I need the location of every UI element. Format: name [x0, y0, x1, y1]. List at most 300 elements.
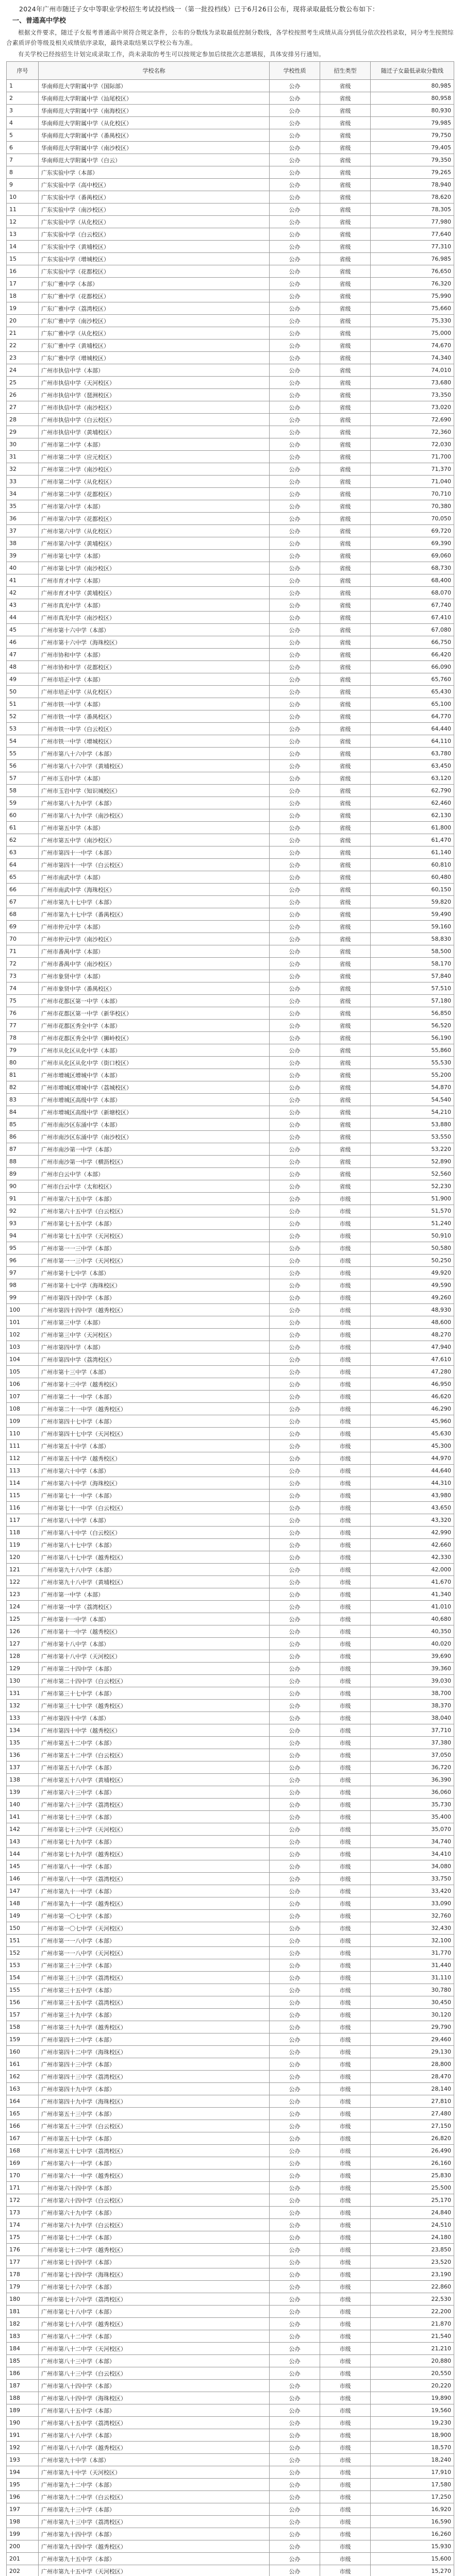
school-type: 公办: [270, 2157, 320, 2170]
school-name: 广州市南沙第一中学（横沥校区）: [39, 1156, 270, 1168]
row-number: 11: [7, 204, 39, 216]
plan-type: 市级: [320, 1897, 371, 1910]
plan-type: 市级: [320, 1267, 371, 1279]
school-name: 广州市第一〇七中学（天河校区）: [39, 1922, 270, 1935]
table-row: [7, 290, 454, 302]
school-name: 广州市玉岩中学（知识城校区）: [39, 785, 270, 797]
school-name: 广州市第三十七中学（本部）: [39, 1687, 270, 1700]
school-name: 广州市从化区从化中学（本部）: [39, 1044, 270, 1057]
min-score: 70,710: [371, 488, 454, 500]
min-score: 69,720: [371, 525, 454, 537]
min-score: 45,300: [371, 1440, 454, 1452]
school-name: 华南师范大学附属中学（国际部）: [39, 80, 270, 92]
school-type: 公办: [270, 179, 320, 191]
table-row: [7, 1403, 454, 1415]
plan-type: 省级: [320, 377, 371, 389]
school-name: 广州市第十三中学（越秀校区）: [39, 1378, 270, 1391]
plan-type: 省级: [320, 834, 371, 846]
min-score: 16,920: [371, 2503, 454, 2516]
school-name: 广州市第四中学（荔湾校区）: [39, 1353, 270, 1366]
plan-type: 省级: [320, 995, 371, 1007]
row-number: 141: [7, 1811, 39, 1823]
plan-type: 市级: [320, 2281, 371, 2293]
min-score: 52,230: [371, 1180, 454, 1193]
plan-type: 市级: [320, 1588, 371, 1601]
table-row: [7, 1885, 454, 1897]
school-name: 广州市第三中学（天河校区）: [39, 1329, 270, 1341]
min-score: 54,540: [371, 1094, 454, 1106]
row-number: 115: [7, 1489, 39, 1502]
plan-type: 市级: [320, 1885, 371, 1897]
row-number: 183: [7, 2330, 39, 2343]
school-name: 广州市第七十三中学（天河校区）: [39, 1823, 270, 1836]
school-name: 广东实验中学（高中校区）: [39, 179, 270, 191]
table-row: [7, 204, 454, 216]
row-number: 90: [7, 1180, 39, 1193]
school-name: 广州市第五中学（本部）: [39, 822, 270, 834]
table-row: [7, 1774, 454, 1786]
school-name: 广州市第五十中学（越秀校区）: [39, 1452, 270, 1465]
row-number: 121: [7, 1564, 39, 1576]
min-score: 17,910: [371, 2466, 454, 2479]
row-number: 170: [7, 2170, 39, 2182]
min-score: 21,210: [371, 2343, 454, 2355]
row-number: 106: [7, 1378, 39, 1391]
min-score: 64,770: [371, 710, 454, 723]
school-name: 广州市第八十六中学（黄埔校区）: [39, 760, 270, 772]
plan-type: 省级: [320, 253, 371, 265]
school-type: 公办: [270, 216, 320, 228]
school-type: 公办: [270, 154, 320, 166]
plan-type: 市级: [320, 1353, 371, 1366]
row-number: 42: [7, 587, 39, 599]
plan-type: 省级: [320, 748, 371, 760]
school-name: 广州市第八十七中学（本部）: [39, 1539, 270, 1551]
school-name: 广州市第七十九中学（本部）: [39, 1836, 270, 1848]
plan-type: 市级: [320, 1811, 371, 1823]
school-type: 公办: [270, 1712, 320, 1724]
row-number: 43: [7, 599, 39, 612]
school-name: 广州市增城区增城中学（荔城校区）: [39, 1081, 270, 1094]
plan-type: 市级: [320, 2293, 371, 2306]
min-score: 35,070: [371, 1823, 454, 1836]
table-row: [7, 1564, 454, 1576]
table-row: [7, 451, 454, 463]
school-type: 公办: [270, 673, 320, 686]
school-name: 广州市番禺中学（南沙校区）: [39, 958, 270, 970]
row-number: 44: [7, 612, 39, 624]
school-name: 华南师范大学附属中学（南海校区）: [39, 105, 270, 117]
school-name: 广州市第二中学（花都校区）: [39, 488, 270, 500]
school-type: 公办: [270, 785, 320, 797]
row-number: 156: [7, 1996, 39, 2009]
table-row: [7, 1255, 454, 1267]
min-score: 73,680: [371, 377, 454, 389]
school-type: 公办: [270, 1032, 320, 1044]
school-type: 公办: [270, 2479, 320, 2491]
school-type: 公办: [270, 364, 320, 377]
min-score: 38,040: [371, 1712, 454, 1724]
row-number: 6: [7, 142, 39, 154]
min-score: 47,940: [371, 1341, 454, 1353]
school-name: 广州市增城区高级中学（本部）: [39, 1094, 270, 1106]
school-type: 公办: [270, 377, 320, 389]
table-row: [7, 921, 454, 933]
min-score: 21,870: [371, 2318, 454, 2330]
table-row: [7, 1799, 454, 1811]
section-title: 一、普通高中学校: [12, 17, 67, 25]
min-score: 56,190: [371, 1032, 454, 1044]
table-row: [7, 525, 454, 537]
table-row: [7, 1700, 454, 1712]
school-type: 公办: [270, 2565, 320, 2576]
school-type: 公办: [270, 1341, 320, 1353]
table-row: [7, 550, 454, 562]
row-number: 120: [7, 1551, 39, 1564]
school-name: 广州市第五十三中学（白云校区）: [39, 2120, 270, 2132]
row-number: 102: [7, 1329, 39, 1341]
min-score: 18,570: [371, 2442, 454, 2454]
table-row: [7, 1935, 454, 1947]
school-name: 广州市第三十九中学（本部）: [39, 2009, 270, 2021]
plan-type: 省级: [320, 550, 371, 562]
school-name: 广州市第九十二中学（本部）: [39, 2479, 270, 2491]
min-score: 37,380: [371, 1737, 454, 1749]
row-number: 5: [7, 129, 39, 142]
school-name: 广州市第九十五中学（本部）: [39, 2553, 270, 2565]
school-name: 广州市第六十九中学（本部）: [39, 2207, 270, 2219]
min-score: 22,530: [371, 2293, 454, 2306]
school-name: 广州市第十六中学（本部）: [39, 624, 270, 636]
school-name: 广州市第九十一中学（本部）: [39, 1885, 270, 1897]
row-number: 38: [7, 537, 39, 550]
plan-type: 省级: [320, 945, 371, 958]
plan-type: 省级: [320, 129, 371, 142]
table-row: [7, 1625, 454, 1638]
row-number: 28: [7, 414, 39, 426]
plan-type: 市级: [320, 2132, 371, 2145]
school-name: 广州市第一一八中学（天河校区）: [39, 1947, 270, 1959]
row-number: 103: [7, 1341, 39, 1353]
school-type: 公办: [270, 2268, 320, 2281]
row-number: 61: [7, 822, 39, 834]
min-score: 70,050: [371, 513, 454, 525]
school-name: 广州市第二中学（应元校区）: [39, 451, 270, 463]
plan-type: 省级: [320, 1143, 371, 1156]
table-row: [7, 1489, 454, 1502]
row-number: 192: [7, 2442, 39, 2454]
school-name: 广州市第五十中学（本部）: [39, 1440, 270, 1452]
plan-type: 省级: [320, 624, 371, 636]
min-score: 40,020: [371, 1638, 454, 1650]
school-type: 公办: [270, 1428, 320, 1440]
min-score: 58,500: [371, 945, 454, 958]
plan-type: 市级: [320, 2466, 371, 2479]
min-score: 34,080: [371, 1860, 454, 1873]
row-number: 200: [7, 2540, 39, 2553]
table-row: [7, 513, 454, 525]
table-row: [7, 1440, 454, 1452]
plan-type: 省级: [320, 970, 371, 982]
row-number: 186: [7, 2367, 39, 2380]
plan-type: 省级: [320, 204, 371, 216]
table-row: [7, 1304, 454, 1316]
plan-type: 市级: [320, 2033, 371, 2046]
school-type: 公办: [270, 772, 320, 785]
min-score: 35,730: [371, 1799, 454, 1811]
row-number: 163: [7, 2083, 39, 2095]
school-name: 广州市玉岩中学（本部）: [39, 772, 270, 785]
min-score: 65,100: [371, 698, 454, 710]
school-type: 公办: [270, 1156, 320, 1168]
row-number: 147: [7, 1885, 39, 1897]
row-number: 158: [7, 2021, 39, 2033]
school-name: 广州市执信中学（黄埔校区）: [39, 426, 270, 438]
school-type: 公办: [270, 1848, 320, 1860]
school-type: 公办: [270, 1465, 320, 1477]
row-number: 15: [7, 253, 39, 265]
row-number: 35: [7, 500, 39, 513]
table-row: [7, 710, 454, 723]
min-score: 28,800: [371, 2058, 454, 2071]
school-name: 广州市第六中学（花都校区）: [39, 513, 270, 525]
school-type: 公办: [270, 2330, 320, 2343]
plan-type: 省级: [320, 846, 371, 859]
row-number: 94: [7, 1230, 39, 1242]
min-score: 41,340: [371, 1588, 454, 1601]
min-score: 19,560: [371, 2404, 454, 2417]
min-score: 46,290: [371, 1403, 454, 1415]
plan-type: 市级: [320, 1415, 371, 1428]
row-number: 81: [7, 1069, 39, 1081]
row-number: 100: [7, 1304, 39, 1316]
table-row: [7, 2355, 454, 2367]
plan-type: 省级: [320, 1106, 371, 1118]
plan-type: 市级: [320, 1984, 371, 1996]
school-name: 广州市花都区秀全中学（狮岭校区）: [39, 1032, 270, 1044]
plan-type: 市级: [320, 2343, 371, 2355]
school-type: 公办: [270, 2540, 320, 2553]
min-score: 29,130: [371, 2046, 454, 2058]
plan-type: 市级: [320, 1724, 371, 1737]
school-type: 公办: [270, 1650, 320, 1663]
table-row: [7, 142, 454, 154]
plan-type: 市级: [320, 1910, 371, 1922]
school-type: 公办: [270, 661, 320, 673]
row-number: 97: [7, 1267, 39, 1279]
plan-type: 市级: [320, 1935, 371, 1947]
plan-type: 市级: [320, 1675, 371, 1687]
school-type: 公办: [270, 1737, 320, 1749]
row-number: 63: [7, 846, 39, 859]
plan-type: 省级: [320, 562, 371, 574]
min-score: 79,750: [371, 129, 454, 142]
min-score: 50,910: [371, 1230, 454, 1242]
row-number: 109: [7, 1415, 39, 1428]
min-score: 31,440: [371, 1959, 454, 1972]
school-type: 公办: [270, 562, 320, 574]
school-name: 广州市第九十八中学（本部）: [39, 1564, 270, 1576]
row-number: 19: [7, 302, 39, 315]
table-row: [7, 2540, 454, 2553]
school-name: 广州市铁一中学（白云校区）: [39, 723, 270, 735]
school-name: 广州市第九十四中学（越秀校区）: [39, 2540, 270, 2553]
row-number: 193: [7, 2454, 39, 2466]
school-name: 广州市第三十九中学（越秀校区）: [39, 2021, 270, 2033]
school-type: 公办: [270, 612, 320, 624]
row-number: 68: [7, 908, 39, 921]
school-name: 广州市协和中学（花都校区）: [39, 661, 270, 673]
school-name: 广州市象贤中学（番禺校区）: [39, 982, 270, 995]
min-score: 30,780: [371, 1984, 454, 1996]
row-number: 119: [7, 1539, 39, 1551]
school-name: 广东广雅中学（南沙校区）: [39, 315, 270, 327]
plan-type: 市级: [320, 1700, 371, 1712]
table-row: [7, 673, 454, 686]
min-score: 33,750: [371, 1873, 454, 1885]
min-score: 27,810: [371, 2095, 454, 2108]
table-row: [7, 1341, 454, 1353]
school-name: 广州市第九十七中学（番禺校区）: [39, 908, 270, 921]
school-name: 广州市第六十三中学（荔湾校区）: [39, 1799, 270, 1811]
table-row: [7, 2503, 454, 2516]
table-row: [7, 1786, 454, 1799]
school-type: 公办: [270, 302, 320, 315]
school-name: 广州市第五十二中学（白云校区）: [39, 1749, 270, 1761]
min-score: 67,740: [371, 599, 454, 612]
min-score: 67,080: [371, 624, 454, 636]
school-name: 广州市铁一中学（增城校区）: [39, 735, 270, 748]
school-type: 公办: [270, 1217, 320, 1230]
row-number: 179: [7, 2281, 39, 2293]
plan-type: 省级: [320, 1081, 371, 1094]
table-body: [7, 80, 454, 2576]
table-row: [7, 166, 454, 179]
plan-type: 省级: [320, 958, 371, 970]
table-row: [7, 1465, 454, 1477]
row-number: 153: [7, 1959, 39, 1972]
school-name: 广州市真光中学（南沙校区）: [39, 612, 270, 624]
min-score: 26,160: [371, 2157, 454, 2170]
school-type: 公办: [270, 1774, 320, 1786]
min-score: 26,490: [371, 2145, 454, 2157]
school-type: 公办: [270, 970, 320, 982]
school-name: 广州市第七十六中学（荔湾校区）: [39, 2293, 270, 2306]
school-type: 公办: [270, 1959, 320, 1972]
row-number: 181: [7, 2306, 39, 2318]
row-number: 191: [7, 2429, 39, 2442]
row-number: 78: [7, 1032, 39, 1044]
table-row: [7, 2268, 454, 2281]
school-name: 广州市第六十四中学（白云校区）: [39, 2194, 270, 2207]
school-name: 广东实验中学（本部）: [39, 166, 270, 179]
row-number: 53: [7, 723, 39, 735]
min-score: 33,420: [371, 1885, 454, 1897]
school-name: 广州市第十六中学（海珠校区）: [39, 636, 270, 649]
min-score: 18,240: [371, 2454, 454, 2466]
table-row: [7, 537, 454, 550]
school-type: 公办: [270, 1638, 320, 1650]
table-row: [7, 1428, 454, 1440]
row-number: 37: [7, 525, 39, 537]
school-name: 广州市第四十一中学（白云校区）: [39, 859, 270, 871]
plan-type: 市级: [320, 2046, 371, 2058]
table-row: [7, 2182, 454, 2194]
school-name: 广州市第八十四中学（海珠校区）: [39, 2392, 270, 2404]
plan-type: 省级: [320, 574, 371, 587]
school-type: 公办: [270, 1403, 320, 1415]
school-name: 广州市第八十九中学（本部）: [39, 797, 270, 809]
plan-type: 市级: [320, 2540, 371, 2553]
school-type: 公办: [270, 2503, 320, 2516]
table-row: [7, 2442, 454, 2454]
table-row: [7, 2565, 454, 2576]
plan-type: 市级: [320, 1217, 371, 1230]
min-score: 30,450: [371, 1996, 454, 2009]
table-row: [7, 426, 454, 438]
school-name: 广州市第七十二中学（本部）: [39, 2231, 270, 2244]
school-name: 广州市协和中学（本部）: [39, 649, 270, 661]
school-name: 广州市第七十二中学（越秀校区）: [39, 2244, 270, 2256]
plan-type: 省级: [320, 673, 371, 686]
min-score: 59,820: [371, 896, 454, 908]
table-row: [7, 1242, 454, 1255]
school-type: 公办: [270, 1143, 320, 1156]
row-number: 164: [7, 2095, 39, 2108]
min-score: 42,000: [371, 1564, 454, 1576]
table-row: [7, 2021, 454, 2033]
min-score: 53,220: [371, 1143, 454, 1156]
row-number: 8: [7, 166, 39, 179]
plan-type: 市级: [320, 2058, 371, 2071]
school-type: 公办: [270, 537, 320, 550]
min-score: 62,460: [371, 797, 454, 809]
table-row: [7, 1613, 454, 1625]
min-score: 39,360: [371, 1663, 454, 1675]
table-row: [7, 970, 454, 982]
school-type: 公办: [270, 414, 320, 426]
table-row: [7, 1638, 454, 1650]
row-number: 118: [7, 1527, 39, 1539]
min-score: 65,430: [371, 686, 454, 698]
plan-type: 市级: [320, 2565, 371, 2576]
table-row: [7, 278, 454, 290]
min-score: 27,480: [371, 2108, 454, 2120]
school-name: 广州市第七十五中学（天河校区）: [39, 1230, 270, 1242]
school-type: 公办: [270, 1922, 320, 1935]
school-type: 公办: [270, 884, 320, 896]
plan-type: 省级: [320, 166, 371, 179]
row-number: 99: [7, 1292, 39, 1304]
school-type: 公办: [270, 723, 320, 735]
school-name: 华南师范大学附属中学（南沙校区）: [39, 142, 270, 154]
plan-type: 省级: [320, 80, 371, 92]
school-type: 公办: [270, 1489, 320, 1502]
min-score: 71,700: [371, 451, 454, 463]
plan-type: 省级: [320, 587, 371, 599]
school-type: 公办: [270, 278, 320, 290]
plan-type: 市级: [320, 2454, 371, 2466]
plan-type: 省级: [320, 612, 371, 624]
row-number: 184: [7, 2343, 39, 2355]
table-row: [7, 2417, 454, 2429]
school-type: 公办: [270, 1094, 320, 1106]
school-type: 公办: [270, 859, 320, 871]
row-number: 185: [7, 2355, 39, 2367]
table-row: [7, 2083, 454, 2095]
min-score: 52,890: [371, 1156, 454, 1168]
plan-type: 省级: [320, 364, 371, 377]
